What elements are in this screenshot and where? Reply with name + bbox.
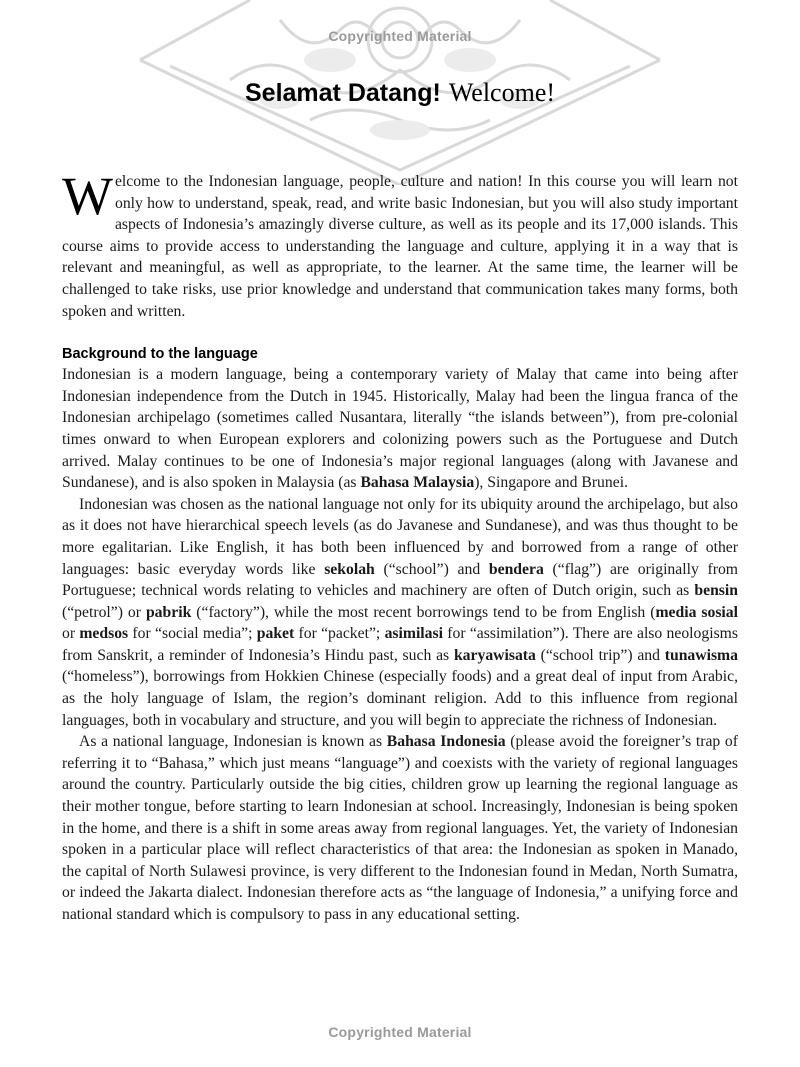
text-run: (“school”) and [374, 560, 489, 578]
text-run: for “packet”; [294, 625, 385, 643]
intro-paragraph [62, 166, 738, 322]
bold-term: paket [256, 625, 295, 643]
page-body [62, 166, 738, 926]
drop-cap: W [62, 166, 113, 226]
text-run: (“school trip”) and [535, 646, 665, 664]
text-run: (“factory”), while the most recent borrowings tend to be from English ( [191, 603, 656, 621]
bold-term: tunawisma [664, 646, 738, 664]
bold-term: karyawisata [453, 646, 536, 664]
bold-term: Bahasa Indonesia [386, 733, 506, 751]
text-run: for “assimilation”). There are also neologisms from Sanskrit, a reminder of Indonesia’s Hindu past, such as [62, 625, 738, 664]
paragraph-2 [62, 494, 738, 732]
text-run: Indonesian is a modern language, being a contemporary variety of Malay that came into being after Indonesian independence from the Dutch in 1945. Historically, Malay had been the lingua franca of the Indonesian archipelago (sometimes called Nusantara, literally “the islands between”), from pre-colonial times onward to when European explorers and colonizing powers such as the Portuguese and Dutch arrived. Malay continues to be one of Indonesia’s major regional languages (along with Javanese and Sundanese), and is also spoken in Malaysia (as [62, 366, 738, 492]
bold-term: bensin [694, 582, 738, 600]
bold-term: pabrik [145, 603, 192, 621]
copyright-watermark-top: Copyrighted Material [328, 28, 472, 44]
bold-term: sekolah [324, 560, 375, 578]
bold-term: bendera [488, 560, 544, 578]
text-run: As a national language, Indonesian is known as [79, 733, 387, 751]
paragraph-1 [62, 364, 738, 494]
text-run: for “social media”; [128, 625, 257, 643]
text-run: ), Singapore and Brunei. [474, 474, 628, 492]
section-heading: Background to the language [62, 346, 258, 363]
text-run: (“homeless”), borrowings from Hokkien Chinese (especially foods) and a great deal of input from Arabic, as the holy language of Islam, the region’s dominant religion. Add to this influence from regional languages, both in vocabulary and structure, and you will begin to appreciate the richness of Indonesian. [62, 668, 738, 729]
title-indonesian: Selamat Datang! [244, 79, 441, 107]
text-run: Indonesian was chosen as the national language not only for its ubiquity around the archipelago, but also as it does not have hierarchical speech levels (as do Javanese and Sundanese), and was thus thought to be more egalitarian. Like English, it has both been influenced by and borrowed from a range of other languages: basic everyday words like [62, 495, 738, 578]
text-run: (“petrol”) or [62, 603, 146, 621]
paragraph-3 [62, 731, 738, 925]
bold-term: media sosial [655, 603, 738, 621]
title-english: Welcome! [448, 78, 556, 107]
bold-term: asimilasi [384, 625, 443, 643]
bold-term: Bahasa Malaysia [360, 474, 475, 492]
copyright-watermark-bottom: Copyrighted Material [328, 1024, 472, 1040]
page-title [0, 78, 800, 108]
bold-term: medsos [79, 625, 129, 643]
text-run: (please avoid the foreigner’s trap of referring it to “Bahasa,” which just means “language”) and coexists with the variety of regional languages around the country. Particularly outside the big cities, children grow up learning the regional language as their mother tongue, before starting to learn Indonesian at school. Increasingly, Indonesian is being spoken in the home, and there is a shift in some areas away from regional languages. Yet, the variety of Indonesian spoken in a particular place will reflect characteristics of that area: the Indonesian as spoken in Manado, the capital of North Sulawesi province, is very different to the Indonesian found in Medan, North Sumatra, or indeed the Jakarta dialect. Indonesian therefore acts as “the language of Indonesia,” a unifying force and national standard which is compulsory to pass in any educational setting. [62, 733, 738, 923]
intro-text: elcome to the Indonesian language, people, culture and nation! In this course you will learn not only how to understand, speak, read, and write basic Indonesian, but you will also study important aspects of Indonesia’s amazingly diverse culture, as well as its people and its 17,000 islands. This course aims to provide access to understanding the language and culture, applying it in a way that is relevant and meaningful, as well as appropriate, to the learner. At the same time, the learner will be challenged to take risks, use prior knowledge and understand that communication takes many forms, both spoken and written. [62, 173, 738, 320]
text-run: (“flag”) are originally from Portuguese; technical words relating to vehicles and machinery are often of Dutch origin, such as [62, 560, 738, 600]
text-run: or [62, 625, 80, 643]
